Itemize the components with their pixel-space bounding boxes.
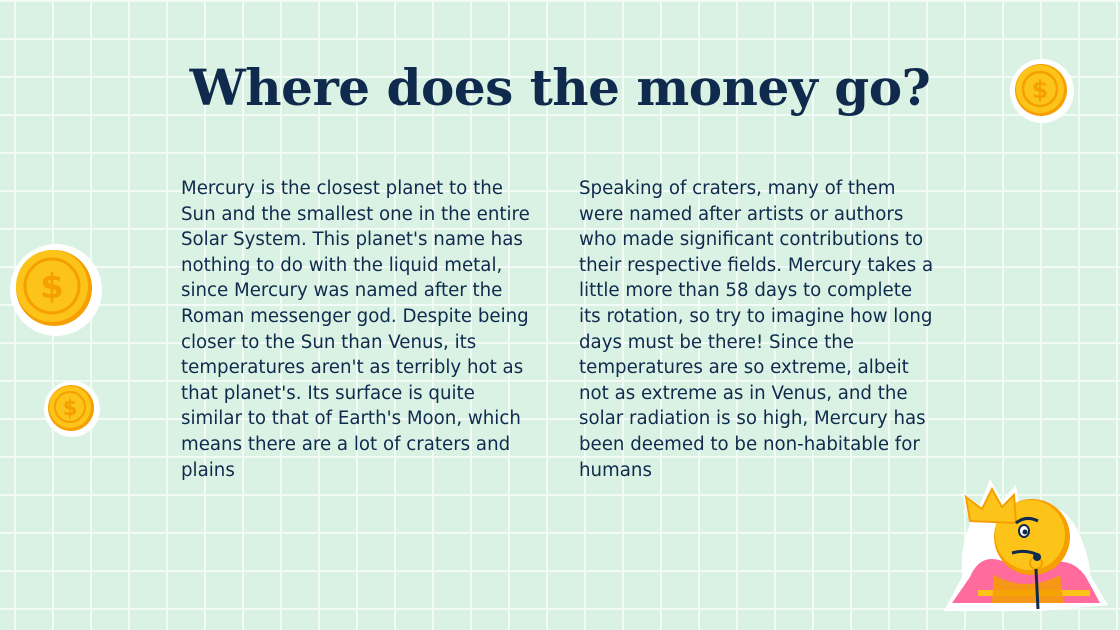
paragraph-right: Speaking of craters, many of them were named after artists or authors who made significant contributions to their respective fields. Mercury takes a little more than 58 days to complete its rotation, so try to imagine how long days must be there! Since the temperatures are so extreme, albeit not as extreme as in Venus, and the solar radiation is so high, Mercury has been deemed to be non-habitable for humans [579, 178, 934, 481]
king-coin-character [940, 465, 1110, 615]
slide-title: Where does the money go? [189, 58, 931, 117]
svg-text:$: $ [40, 267, 64, 307]
paragraph-left: Mercury is the closest planet to the Sun and the smallest one in the entire Solar System. This planet's name has nothing to do with the liquid metal, since Mercury was named after the Roman messenger god. Despite being closer to the Sun than Venus, its temperatures aren't as terribly hot as that planet's. Its surface is quite similar to that of Earth's Moon, which means there are a lot of craters and plains [181, 178, 530, 481]
svg-text:$: $ [62, 396, 78, 420]
dollar-coin-icon [43, 380, 101, 438]
svg-text:$: $ [1031, 76, 1049, 104]
dollar-coin-icon [8, 242, 104, 338]
dollar-coin-icon [1009, 58, 1075, 124]
